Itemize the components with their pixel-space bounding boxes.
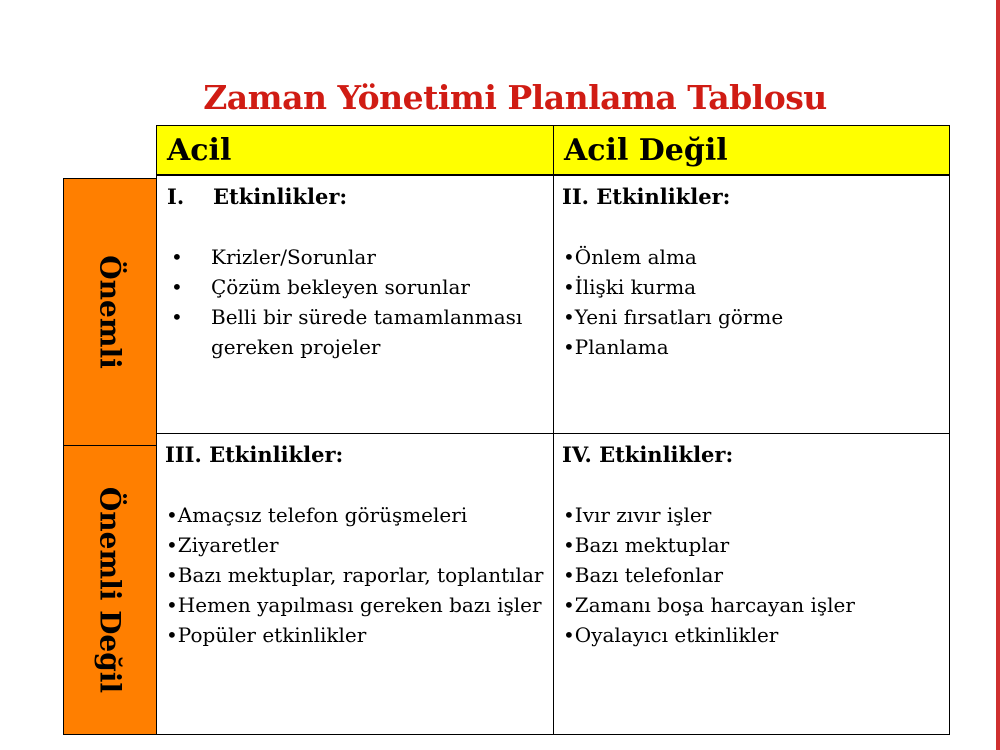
list-item bbox=[166, 560, 547, 590]
row-header-not-important bbox=[63, 445, 157, 735]
quadrant-2 bbox=[553, 175, 950, 434]
list-item-text: Ivır zıvır işler bbox=[574, 503, 712, 527]
quadrant-3 bbox=[156, 433, 554, 735]
list-item bbox=[563, 332, 943, 362]
quadrant-1-title: Etkinlikler: bbox=[213, 184, 348, 209]
list-item-text: İlişki kurma bbox=[574, 275, 697, 299]
list-item bbox=[563, 272, 943, 302]
list-item bbox=[563, 590, 943, 620]
list-item-text: Popüler etkinlikler bbox=[177, 623, 367, 647]
list-item bbox=[563, 530, 943, 560]
list-item bbox=[166, 620, 547, 650]
list-item bbox=[563, 560, 943, 590]
quadrant-2-heading: II. Etkinlikler: bbox=[562, 184, 731, 209]
list-item-text: Amaçsız telefon görüşmeleri bbox=[177, 503, 468, 527]
list-item: • Belli bir sürede tamamlanması gereken projeler bbox=[165, 302, 549, 362]
list-item bbox=[166, 590, 547, 620]
list-item-text: Hemen yapılması gereken bazı işler bbox=[177, 593, 542, 617]
list-item-text: Planlama bbox=[574, 335, 669, 359]
list-item-text: Ziyaretler bbox=[177, 533, 279, 557]
quadrant-3-heading: III. Etkinlikler: bbox=[165, 442, 344, 467]
list-item-text: Oyalayıcı etkinlikler bbox=[574, 623, 779, 647]
list-item-text: Yeni fırsatları görme bbox=[574, 305, 784, 329]
quadrant-1-heading bbox=[165, 182, 347, 212]
list-item bbox=[166, 530, 547, 560]
page-title: Zaman Yönetimi Planlama Tablosu bbox=[203, 78, 827, 117]
list-item bbox=[563, 242, 943, 272]
row-header-important bbox=[63, 178, 157, 446]
quadrant-1 bbox=[156, 175, 554, 434]
quadrant-1-number: I. bbox=[167, 184, 185, 209]
list-item bbox=[563, 302, 943, 332]
list-item bbox=[563, 500, 943, 530]
column-header-urgent: Acil bbox=[156, 125, 554, 175]
row-label-important: Önemli bbox=[93, 255, 127, 369]
quadrant-4-list bbox=[563, 500, 943, 650]
list-item-text: Bazı telefonlar bbox=[574, 563, 724, 587]
quadrant-4 bbox=[553, 433, 950, 735]
list-item-text: Zamanı boşa harcayan işler bbox=[574, 593, 855, 617]
quadrant-2-list bbox=[563, 242, 943, 362]
list-item bbox=[563, 620, 943, 650]
quadrant-3-list bbox=[166, 500, 547, 650]
row-label-not-important: Önemli Değil bbox=[93, 486, 127, 694]
list-item bbox=[166, 500, 547, 530]
list-item: • Krizler/Sorunlar bbox=[165, 242, 549, 272]
list-item-text: Bazı mektuplar bbox=[574, 533, 730, 557]
list-item-text: Bazı mektuplar, raporlar, toplantılar bbox=[177, 563, 544, 587]
column-header-not-urgent: Acil Değil bbox=[553, 125, 950, 175]
list-item-text: Önlem alma bbox=[574, 245, 697, 269]
quadrant-4-heading: IV. Etkinlikler: bbox=[562, 442, 734, 467]
list-item: • Çözüm bekleyen sorunlar bbox=[165, 272, 549, 302]
quadrant-1-list bbox=[165, 242, 549, 362]
